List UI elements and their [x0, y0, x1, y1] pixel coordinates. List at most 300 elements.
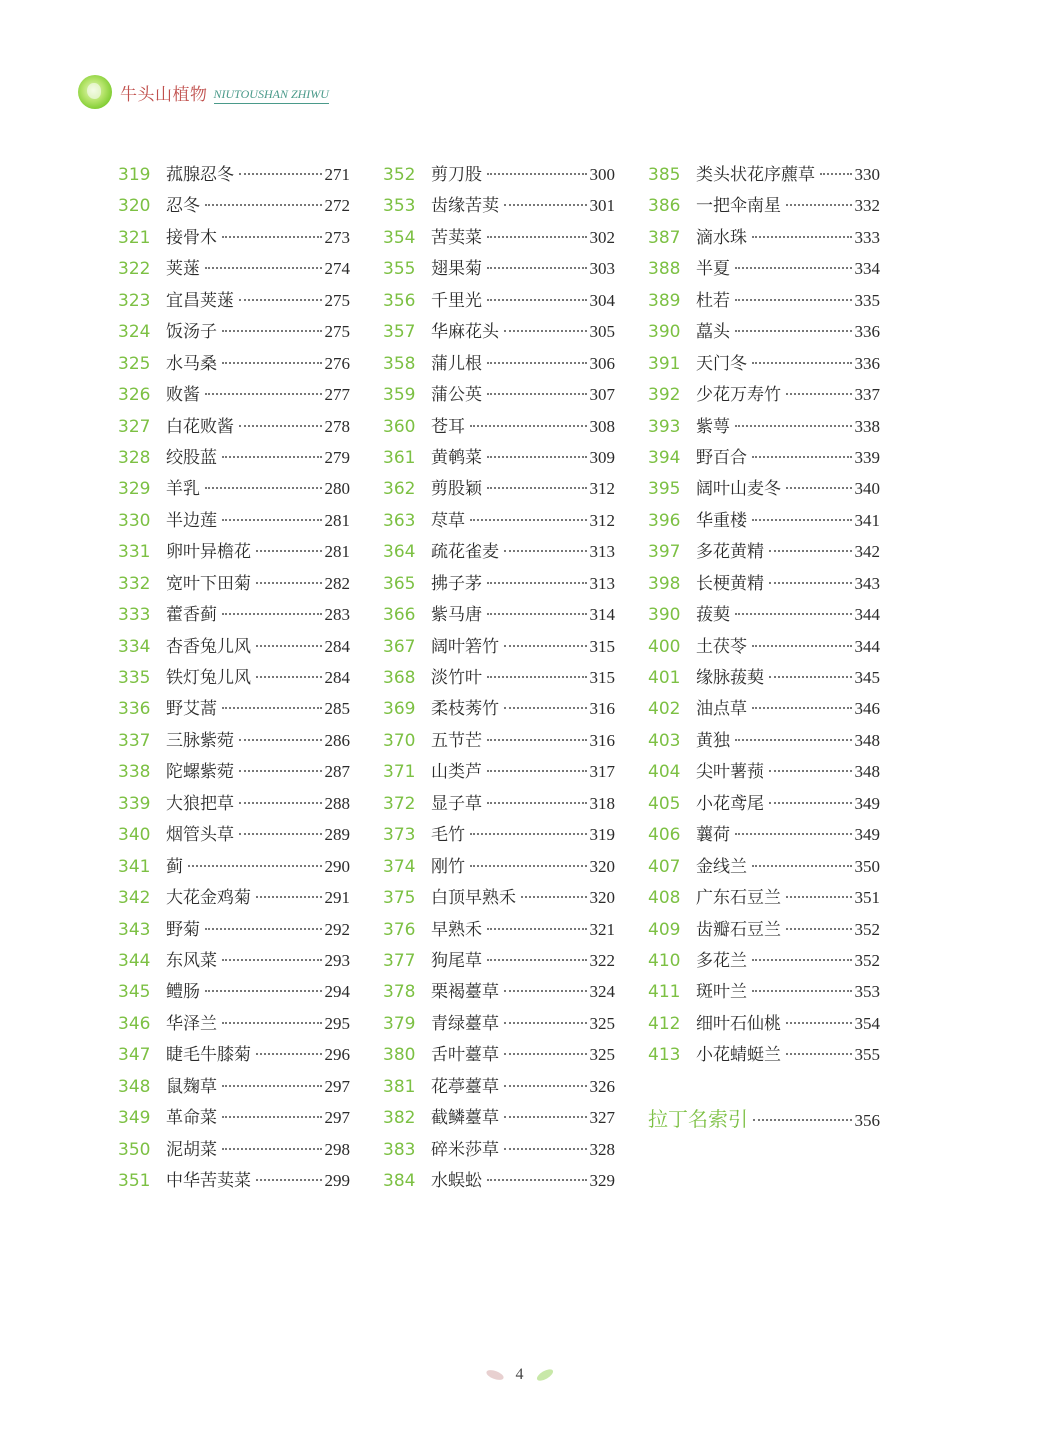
toc-entry[interactable] [118, 1039, 350, 1070]
toc-entry[interactable] [648, 159, 880, 190]
toc-entry[interactable] [383, 316, 615, 347]
entry-page: 351 [854, 888, 880, 908]
entry-page: 280 [324, 479, 350, 499]
entry-name: 卵叶异檐花 [166, 542, 251, 563]
book-title: 牛头山植物 [120, 84, 208, 105]
toc-entry[interactable] [383, 851, 615, 882]
dot-leader [504, 1085, 587, 1087]
toc-entry[interactable] [118, 1165, 350, 1196]
entry-number: 400 [648, 636, 681, 657]
entry-name: 阔叶山麦冬 [696, 479, 781, 500]
toc-entry[interactable] [383, 536, 615, 567]
entry-page: 316 [589, 699, 615, 719]
toc-entry[interactable] [118, 819, 350, 850]
entry-name: 野百合 [696, 447, 747, 468]
entry-number: 379 [383, 1013, 416, 1034]
entry-number: 320 [118, 196, 151, 217]
toc-entry[interactable] [118, 1102, 350, 1133]
entry-name: 显子草 [431, 793, 482, 814]
entry-name: 东风菜 [166, 950, 217, 971]
dot-leader [487, 362, 587, 364]
toc-entry[interactable] [648, 411, 880, 442]
toc-entry[interactable] [648, 788, 880, 819]
entry-page: 304 [589, 290, 615, 310]
entry-number: 382 [383, 1108, 416, 1129]
entry-number: 380 [383, 1045, 416, 1066]
toc-entry[interactable] [648, 379, 880, 410]
dot-leader [820, 173, 852, 175]
entry-page: 284 [324, 668, 350, 687]
entry-name: 五节芒 [431, 730, 482, 751]
entry-number: 407 [648, 856, 681, 877]
toc-entry[interactable] [118, 411, 350, 442]
toc-entry[interactable] [118, 788, 350, 819]
toc-entry[interactable] [383, 411, 615, 442]
entry-name: 小花蜻蜓兰 [696, 1045, 781, 1066]
dot-leader [487, 613, 587, 615]
entry-number: 381 [383, 1076, 416, 1097]
toc-entry[interactable] [118, 1008, 350, 1039]
entry-number: 330 [118, 510, 151, 531]
toc-entry[interactable] [383, 945, 615, 976]
entry-name: 截鳞薹草 [431, 1108, 499, 1129]
dot-leader [487, 487, 587, 489]
entry-number: 358 [383, 353, 416, 374]
entry-number: 401 [648, 668, 681, 688]
toc-entry[interactable] [648, 662, 880, 693]
toc-entry[interactable] [383, 473, 615, 504]
leaf-left-icon [485, 1368, 505, 1382]
latin-index-label: 拉丁名索引 [648, 1107, 748, 1131]
entry-name: 宜昌荚蒾 [166, 290, 234, 311]
toc-entry[interactable] [648, 316, 880, 347]
toc-entry[interactable] [118, 536, 350, 567]
dot-leader [786, 487, 852, 489]
toc-entry[interactable] [383, 1071, 615, 1102]
entry-number: 390 [648, 605, 681, 626]
toc-entry[interactable] [648, 725, 880, 756]
dot-leader [735, 267, 852, 269]
entry-name: 类头状花序藨草 [696, 165, 815, 185]
page-footer [0, 1366, 1039, 1384]
entry-name: 早熟禾 [431, 919, 482, 940]
entry-page: 315 [589, 636, 615, 656]
toc-entry[interactable] [118, 190, 350, 221]
entry-name: 野艾蒿 [166, 699, 217, 720]
toc-entry[interactable] [383, 725, 615, 756]
toc-entry[interactable] [383, 285, 615, 316]
entry-name: 水马桑 [166, 353, 217, 374]
entry-page: 345 [854, 668, 880, 687]
entry-page: 301 [589, 196, 615, 216]
entry-number: 413 [648, 1045, 681, 1066]
entry-name: 荩草 [431, 510, 465, 531]
entry-page: 330 [854, 165, 880, 184]
toc-entry[interactable] [383, 1102, 615, 1133]
entry-number: 336 [118, 699, 151, 720]
dot-leader [239, 173, 322, 175]
entry-name: 剪股颖 [431, 479, 482, 500]
entry-name: 革命菜 [166, 1108, 217, 1129]
plant-logo-icon [78, 75, 112, 109]
entry-name: 小花鸢尾 [696, 793, 764, 814]
dot-leader [256, 582, 322, 584]
entry-number: 319 [118, 165, 151, 185]
entry-name: 藠头 [696, 322, 730, 343]
dot-leader [256, 676, 322, 678]
toc-entry[interactable] [383, 788, 615, 819]
entry-page: 337 [854, 385, 880, 405]
entry-name: 荚蒾 [166, 259, 200, 280]
entry-number: 394 [648, 447, 681, 468]
toc-entry[interactable] [648, 473, 880, 504]
dot-leader [487, 959, 587, 961]
entry-number: 376 [383, 919, 416, 940]
toc-entry[interactable] [648, 190, 880, 221]
toc-entry[interactable] [648, 756, 880, 787]
dot-leader [769, 582, 852, 584]
entry-page: 340 [854, 479, 880, 499]
entry-page: 353 [854, 982, 880, 1002]
entry-name: 鳢肠 [166, 982, 200, 1003]
dot-leader [222, 959, 322, 961]
entry-number: 391 [648, 353, 681, 374]
entry-number: 348 [118, 1076, 151, 1097]
toc-entry[interactable] [648, 222, 880, 253]
toc-entry[interactable] [118, 473, 350, 504]
entry-page: 282 [324, 573, 350, 593]
entry-page: 281 [324, 542, 350, 562]
dot-leader [752, 362, 852, 364]
dot-leader [752, 707, 852, 709]
entry-number: 361 [383, 447, 416, 468]
entry-number: 385 [648, 165, 681, 185]
toc-entry[interactable] [118, 159, 350, 190]
dot-leader [752, 990, 852, 992]
entry-page: 298 [324, 1139, 350, 1159]
dot-leader [239, 739, 322, 741]
entry-number: 323 [118, 290, 151, 311]
dot-leader [769, 676, 852, 678]
entry-number: 365 [383, 573, 416, 594]
entry-number: 403 [648, 730, 681, 751]
entry-number: 341 [118, 856, 151, 877]
toc-entry[interactable] [648, 348, 880, 379]
dot-leader [735, 833, 852, 835]
entry-number: 357 [383, 322, 416, 343]
entry-number: 370 [383, 730, 416, 751]
toc-entry[interactable] [383, 599, 615, 630]
entry-name: 黄鹌菜 [431, 447, 482, 468]
entry-page: 312 [589, 510, 615, 530]
entry-number: 344 [118, 950, 151, 971]
entry-page: 308 [589, 416, 615, 436]
entry-page: 355 [854, 1045, 880, 1065]
entry-name: 绞股蓝 [166, 447, 217, 468]
dot-leader [521, 896, 587, 898]
toc-entry[interactable] [648, 253, 880, 284]
dot-leader [786, 1053, 852, 1055]
dot-leader [487, 456, 587, 458]
entry-number: 351 [118, 1171, 151, 1191]
entry-name: 碎米莎草 [431, 1139, 499, 1160]
entry-page: 286 [324, 730, 350, 750]
toc-entry[interactable] [383, 882, 615, 913]
dot-leader [753, 1119, 852, 1121]
entry-page: 307 [589, 385, 615, 405]
entry-name: 大花金鸡菊 [166, 888, 251, 909]
entry-number: 402 [648, 699, 681, 720]
toc-entry[interactable] [648, 442, 880, 473]
toc-entry[interactable] [383, 568, 615, 599]
entry-name: 菝葜 [696, 605, 730, 626]
toc-entry[interactable] [118, 568, 350, 599]
entry-name: 苦荬菜 [431, 227, 482, 248]
entry-name: 毛竹 [431, 825, 465, 846]
dot-leader [786, 896, 852, 898]
toc-entry[interactable] [383, 756, 615, 787]
entry-page: 294 [324, 982, 350, 1002]
toc-entry[interactable] [648, 1039, 880, 1070]
toc-entry[interactable] [118, 442, 350, 473]
entry-name: 羊乳 [166, 479, 200, 500]
leaf-right-icon [535, 1367, 555, 1383]
dot-leader [504, 990, 587, 992]
entry-number: 387 [648, 227, 681, 248]
entry-page: 279 [324, 447, 350, 467]
dot-leader [470, 865, 587, 867]
toc-entry[interactable] [383, 1134, 615, 1165]
entry-name: 花葶薹草 [431, 1076, 499, 1097]
entry-page: 329 [589, 1171, 615, 1190]
entry-name: 长梗黄精 [696, 573, 764, 594]
entry-number: 396 [648, 510, 681, 531]
toc-entry[interactable] [383, 819, 615, 850]
dot-leader [735, 330, 852, 332]
entry-page: 325 [589, 1045, 615, 1065]
entry-name: 杜若 [696, 290, 730, 311]
dot-leader [786, 393, 852, 395]
entry-number: 377 [383, 950, 416, 971]
entry-number: 328 [118, 447, 151, 468]
entry-name: 舌叶薹草 [431, 1045, 499, 1066]
toc-entry[interactable] [118, 379, 350, 410]
entry-number: 411 [648, 982, 681, 1003]
dot-leader [504, 707, 587, 709]
dot-leader [735, 299, 852, 301]
entry-page: 297 [324, 1108, 350, 1128]
toc-entry[interactable] [118, 316, 350, 347]
toc-entry[interactable] [648, 285, 880, 316]
entry-name: 半边莲 [166, 510, 217, 531]
entry-page: 292 [324, 919, 350, 939]
toc-entry[interactable] [648, 976, 880, 1007]
entry-number: 366 [383, 605, 416, 626]
entry-number: 345 [118, 982, 151, 1003]
entry-number: 342 [118, 888, 151, 909]
toc-entry[interactable] [383, 222, 615, 253]
toc-entry[interactable] [118, 851, 350, 882]
dot-leader [205, 204, 322, 206]
entry-page: 288 [324, 793, 350, 813]
entry-name: 菰腺忍冬 [166, 165, 234, 185]
entry-name: 铁灯兔儿风 [166, 668, 251, 688]
dot-leader [239, 833, 322, 835]
entry-name: 紫马唐 [431, 605, 482, 626]
dot-leader [504, 1116, 587, 1118]
toc-entry[interactable] [648, 819, 880, 850]
entry-name: 柔枝莠竹 [431, 699, 499, 720]
entry-page: 346 [854, 699, 880, 719]
entry-page: 344 [854, 636, 880, 656]
toc-entry[interactable] [383, 159, 615, 190]
dot-leader [239, 802, 322, 804]
entry-page: 296 [324, 1045, 350, 1065]
toc-entry[interactable] [383, 693, 615, 724]
dot-leader [487, 236, 587, 238]
entry-name: 华重楼 [696, 510, 747, 531]
entry-number: 383 [383, 1139, 416, 1160]
toc-entry[interactable] [118, 285, 350, 316]
toc-entry[interactable] [118, 945, 350, 976]
toc-entry[interactable] [383, 190, 615, 221]
entry-name: 多花兰 [696, 950, 747, 971]
entry-page: 305 [589, 322, 615, 342]
toc-entry[interactable] [648, 693, 880, 724]
toc-entry[interactable] [648, 882, 880, 913]
toc-entry[interactable] [118, 976, 350, 1007]
entry-number: 340 [118, 825, 151, 846]
toc-entry[interactable] [118, 1134, 350, 1165]
toc-entry[interactable] [648, 536, 880, 567]
entry-name: 黄独 [696, 730, 730, 751]
dot-leader [752, 456, 852, 458]
toc-entry[interactable] [118, 348, 350, 379]
toc-entry[interactable] [118, 756, 350, 787]
toc-column-1 [118, 159, 350, 1196]
entry-name: 广东石豆兰 [696, 888, 781, 909]
toc-entry[interactable] [383, 1008, 615, 1039]
dot-leader [222, 330, 322, 332]
dot-leader [256, 1053, 322, 1055]
entry-name: 水蜈蚣 [431, 1171, 482, 1191]
toc-entry[interactable] [648, 945, 880, 976]
entry-number: 362 [383, 479, 416, 500]
toc-entry[interactable] [383, 976, 615, 1007]
dot-leader [256, 550, 322, 552]
toc-entry[interactable] [648, 631, 880, 662]
toc-entry[interactable] [118, 599, 350, 630]
dot-leader [470, 425, 587, 427]
toc-entry[interactable] [648, 599, 880, 630]
entry-number: 373 [383, 825, 416, 846]
toc-entry[interactable] [383, 379, 615, 410]
entry-name: 睫毛牛膝菊 [166, 1045, 251, 1066]
entry-number: 337 [118, 730, 151, 751]
toc-entry[interactable] [648, 914, 880, 945]
entry-number: 389 [648, 290, 681, 311]
toc-entry[interactable] [383, 662, 615, 693]
entry-number: 353 [383, 196, 416, 217]
entry-page: 338 [854, 416, 880, 436]
entry-number: 375 [383, 888, 416, 909]
toc-entry[interactable] [118, 882, 350, 913]
dot-leader [205, 487, 322, 489]
toc-entry[interactable] [648, 505, 880, 536]
entry-page: 284 [324, 636, 350, 656]
dot-leader [256, 896, 322, 898]
toc-entry[interactable] [383, 914, 615, 945]
entry-name: 藿香蓟 [166, 605, 217, 626]
entry-number: 372 [383, 793, 416, 814]
toc-entry[interactable] [118, 725, 350, 756]
toc-entry[interactable] [383, 1165, 615, 1196]
entry-page: 320 [589, 888, 615, 908]
dot-leader [222, 1148, 322, 1150]
entry-page: 275 [324, 322, 350, 342]
entry-number: 393 [648, 416, 681, 437]
entry-page: 303 [589, 259, 615, 279]
toc-entry[interactable] [118, 631, 350, 662]
entry-number: 331 [118, 542, 151, 563]
toc-entry[interactable] [648, 851, 880, 882]
dot-leader [487, 582, 587, 584]
latin-index-entry[interactable] [648, 1104, 880, 1135]
toc-entry[interactable] [118, 253, 350, 284]
entry-number: 386 [648, 196, 681, 217]
entry-number: 339 [118, 793, 151, 814]
toc-entry[interactable] [383, 253, 615, 284]
toc-entry[interactable] [118, 693, 350, 724]
toc-entry[interactable] [383, 348, 615, 379]
entry-number: 363 [383, 510, 416, 531]
toc-entry[interactable] [648, 1008, 880, 1039]
dot-leader [504, 550, 587, 552]
entry-name: 千里光 [431, 290, 482, 311]
toc-entry[interactable] [118, 222, 350, 253]
toc-column-3 [648, 159, 880, 1071]
dot-leader [735, 425, 852, 427]
toc-entry[interactable] [383, 631, 615, 662]
entry-page: 336 [854, 322, 880, 342]
entry-number: 333 [118, 605, 151, 626]
toc-entry[interactable] [118, 662, 350, 693]
entry-name: 细叶石仙桃 [696, 1013, 781, 1034]
dot-leader [222, 1085, 322, 1087]
entry-number: 367 [383, 636, 416, 657]
toc-entry[interactable] [118, 1071, 350, 1102]
entry-name: 苍耳 [431, 416, 465, 437]
toc-entry[interactable] [118, 914, 350, 945]
toc-entry[interactable] [648, 568, 880, 599]
entry-name: 狗尾草 [431, 950, 482, 971]
entry-number: 412 [648, 1013, 681, 1034]
entry-name: 杏香兔儿风 [166, 636, 251, 657]
entry-page: 343 [854, 573, 880, 593]
dot-leader [786, 928, 852, 930]
entry-page: 278 [324, 416, 350, 436]
toc-entry[interactable] [383, 442, 615, 473]
entry-name: 白顶早熟禾 [431, 888, 516, 909]
toc-entry[interactable] [383, 505, 615, 536]
toc-entry[interactable] [383, 1039, 615, 1070]
entry-name: 山类芦 [431, 762, 482, 783]
entry-page: 348 [854, 762, 880, 782]
entry-number: 378 [383, 982, 416, 1003]
toc-entry[interactable] [118, 505, 350, 536]
entry-page: 320 [589, 856, 615, 876]
entry-name: 饭汤子 [166, 322, 217, 343]
